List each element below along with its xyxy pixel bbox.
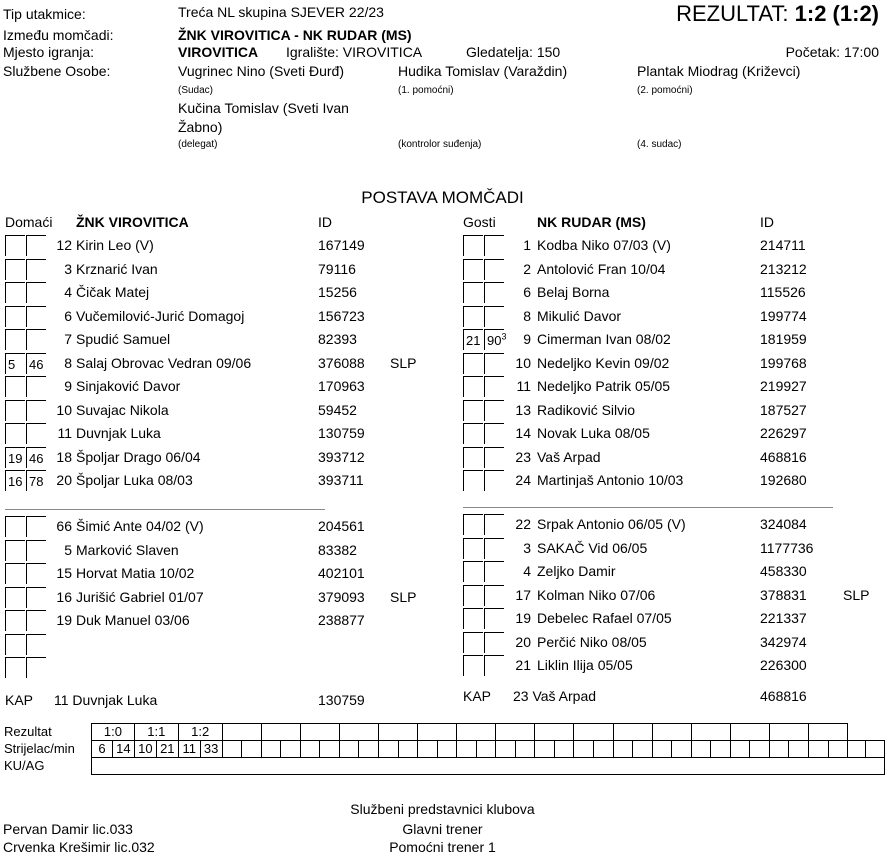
box-cell	[463, 282, 483, 303]
scorer-cell	[711, 741, 731, 758]
sub-number: 20	[515, 633, 531, 650]
player-name: Belaj Borna	[537, 284, 610, 300]
player-name: Čičak Matej	[76, 284, 150, 300]
box-minute: 78	[29, 474, 44, 489]
box-cell	[484, 470, 504, 491]
sub-name: Marković Slaven	[76, 541, 179, 558]
scorer-cell: 33	[200, 741, 222, 758]
player-name: Mikulić Davor	[537, 307, 622, 324]
box-cell	[5, 610, 25, 631]
home-captain-label: KAP	[5, 692, 34, 708]
box-cell	[5, 516, 25, 537]
result-cell	[652, 724, 691, 741]
sub-name: Zeljko Damir	[537, 563, 616, 579]
player-number: 13	[515, 401, 531, 418]
sub-number: 3	[523, 539, 531, 556]
result-cell	[378, 724, 417, 741]
away-label: Gosti	[463, 214, 496, 230]
sub-name: Šimić Ante 04/02 (V)	[76, 518, 204, 534]
result-row-label: Rezultat	[4, 724, 52, 739]
sub-name: Jurišić Gabriel 01/07	[76, 588, 204, 605]
box-cell	[463, 608, 483, 629]
between-label: Između momčadi:	[3, 27, 114, 43]
sub-name: SAKAČ Vid 06/05	[537, 539, 648, 556]
scorer-cell: 10	[134, 741, 156, 758]
box-cell	[26, 587, 46, 608]
scorer-cell	[789, 741, 809, 758]
scorer-cell	[398, 741, 418, 758]
venue-label: Mjesto igranja:	[3, 44, 95, 60]
box-cell	[484, 632, 504, 653]
box-cell	[26, 563, 46, 584]
scorer-cell	[359, 741, 379, 758]
away-captain: 23 Vaš Arpad	[513, 688, 597, 704]
sub-number: 17	[515, 586, 531, 603]
sub-number: 15	[56, 565, 72, 581]
box-minute: 46	[29, 356, 44, 372]
player-id: 219927	[760, 378, 807, 394]
sub-number: 4	[523, 563, 531, 579]
player-name: Radiković Silvio	[537, 401, 636, 418]
result-cell: 1:0	[92, 724, 135, 741]
box-cell	[484, 353, 504, 374]
scorer-cell	[828, 741, 848, 758]
player-id: 79116	[318, 260, 356, 277]
result-cell	[535, 724, 574, 741]
player-id: 156723	[318, 307, 365, 324]
scorer-cell: 11	[178, 741, 200, 758]
player-id: 170963	[318, 378, 365, 394]
result-cell: 1:2	[178, 724, 222, 741]
sub-name: Duk Manuel 03/06	[76, 612, 190, 628]
kuag-row	[2, 758, 885, 775]
player-number: 12	[56, 237, 72, 253]
sub-id: 83382	[318, 541, 357, 558]
ground: Igralište: VIROVITICA	[286, 44, 423, 60]
teams: ŽNK VIROVITICA - NK RUDAR (MS)	[178, 27, 412, 43]
scorer-cell	[320, 741, 340, 758]
scorer-cell	[594, 741, 614, 758]
sub-number: 19	[515, 610, 531, 626]
box-cell	[463, 400, 483, 421]
player-number: 4	[64, 284, 72, 300]
box-cell	[463, 514, 483, 535]
kuag-row-label: KU/AG	[4, 758, 45, 773]
sub-id: 458330	[760, 563, 807, 579]
player-id: 213212	[760, 260, 807, 277]
sub-number: 22	[515, 516, 531, 532]
player-number: 8	[523, 307, 531, 324]
scorer-cell	[418, 741, 438, 758]
match-type-label: Tip utakmice:	[3, 6, 86, 22]
box-cell	[5, 259, 25, 280]
box-cell	[484, 306, 504, 327]
scorer-cell	[535, 741, 555, 758]
box-cell	[5, 400, 25, 421]
result-cell	[730, 724, 769, 741]
sub-name: Kolman Niko 07/06	[537, 586, 656, 603]
box-cell	[484, 447, 504, 468]
box-cell	[463, 561, 483, 582]
player-name: Nedeljko Patrik 05/05	[537, 378, 671, 394]
player-number: 9	[523, 331, 531, 347]
away-team: NK RUDAR (MS)	[537, 214, 646, 230]
box-cell	[26, 376, 46, 397]
box-cell	[484, 514, 504, 535]
player-id: 115526	[760, 284, 806, 300]
result-cell	[691, 724, 730, 741]
box-cell: 19	[5, 447, 25, 468]
player-name: Spudić Samuel	[76, 331, 171, 347]
box-cell	[26, 235, 46, 256]
sub-number: 16	[56, 588, 72, 605]
player-name: Sinjaković Davor	[76, 378, 181, 394]
player-id: 192680	[760, 472, 807, 488]
sub-name: Srpak Antonio 06/05 (V)	[537, 516, 686, 532]
venue: VIROVITICA	[178, 44, 259, 60]
away-id-label: ID	[760, 214, 774, 230]
home-captain-id: 130759	[318, 692, 365, 708]
box-cell	[5, 657, 25, 678]
scorer-cell	[554, 741, 574, 758]
box-cell: 5	[5, 353, 25, 374]
player-name: Salaj Obrovac Vedran 09/06	[76, 354, 252, 371]
scorer-cell	[339, 741, 359, 758]
official-role: (2. pomoćni)	[637, 85, 693, 96]
box-cell	[5, 235, 25, 256]
box-cell	[26, 657, 46, 678]
player-number: 23	[515, 448, 531, 465]
player-id: 393712	[318, 448, 365, 465]
box-cell	[5, 306, 25, 327]
result-row	[2, 724, 885, 741]
official-role: (kontrolor suđenja)	[398, 139, 482, 150]
box-cell	[5, 376, 25, 397]
box-minute: 46	[29, 450, 44, 466]
scorer-cell	[672, 741, 692, 758]
player-id: 226297	[760, 425, 807, 441]
sub-id: 204561	[318, 518, 365, 534]
away-captain-label: KAP	[463, 688, 492, 704]
player-id: 59452	[318, 401, 357, 418]
player-note: SLP	[390, 354, 417, 371]
box-cell	[484, 400, 504, 421]
scorer-cell	[848, 741, 866, 758]
result-heading	[676, 1, 879, 27]
player-name: Novak Luka 08/05	[537, 425, 650, 441]
scorer-cell: 21	[156, 741, 178, 758]
box-cell	[484, 585, 504, 606]
scorer-cell	[809, 741, 829, 758]
official-role: (Sudac)	[178, 85, 214, 96]
sub-number: 66	[56, 518, 72, 534]
player-name: Vučemilović-Jurić Domagoj	[76, 307, 245, 324]
box-cell	[484, 376, 504, 397]
player-id: 214711	[760, 237, 806, 253]
result-cell	[457, 724, 496, 741]
home-label: Domaći	[5, 214, 53, 230]
sub-id: 342974	[760, 633, 807, 650]
scorer-cell	[633, 741, 653, 758]
sub-id: 378831	[760, 586, 807, 603]
player-number: 20	[56, 472, 72, 488]
player-number: 18	[56, 448, 72, 465]
box-minute: 90	[487, 333, 502, 348]
player-name: Kodba Niko 07/03 (V)	[537, 237, 671, 253]
scorer-cell	[476, 741, 496, 758]
box-cell	[26, 540, 46, 561]
footer-person-role: Glavni trener	[402, 821, 483, 837]
section-divider	[463, 507, 833, 508]
box-cell	[26, 353, 46, 374]
result-cell	[222, 724, 261, 741]
sub-id: 324084	[760, 516, 807, 532]
player-id: 199768	[760, 354, 807, 371]
result-cell	[769, 724, 808, 741]
player-id: 393711	[318, 472, 364, 488]
player-id: 82393	[318, 331, 357, 347]
player-number: 10	[515, 354, 531, 371]
result-cell	[418, 724, 457, 741]
home-captain: 11 Duvnjak Luka	[54, 692, 158, 708]
box-cell	[463, 353, 483, 374]
result-cell	[261, 724, 300, 741]
scorer-row-label: Strijelac/min	[4, 741, 75, 756]
scorer-cell	[574, 741, 594, 758]
scorer-cell	[378, 741, 398, 758]
sub-name: Debelec Rafael 07/05	[537, 610, 672, 626]
result-cell	[300, 724, 339, 741]
sub-name: Perčić Niko 08/05	[537, 633, 647, 650]
player-name: Antolović Fran 10/04	[537, 260, 666, 277]
box-cell	[5, 634, 25, 655]
box-cell	[5, 329, 25, 350]
player-name: Vaš Arpad	[537, 448, 601, 465]
box-cell	[5, 423, 25, 444]
box-cell	[26, 282, 46, 303]
player-id: 130759	[318, 425, 365, 441]
box-cell	[26, 259, 46, 280]
player-id: 181959	[760, 331, 807, 347]
player-id: 199774	[760, 307, 807, 324]
player-number: 24	[515, 472, 531, 488]
sub-id: 402101	[318, 565, 365, 581]
player-number: 11	[57, 425, 72, 441]
player-number: 2	[523, 260, 531, 277]
box-cell	[463, 376, 483, 397]
sub-id: 226300	[760, 657, 807, 673]
scorer-cell	[691, 741, 711, 758]
result-value: 1:2 (1:2)	[794, 1, 879, 26]
player-number: 14	[515, 425, 531, 441]
footer-person-name: Pervan Damir lic.033	[3, 821, 133, 837]
player-name: Kirin Leo (V)	[76, 237, 154, 253]
sub-id: 1177736	[760, 539, 814, 556]
box-cell	[5, 282, 25, 303]
sub-number	[44, 656, 72, 679]
scorer-cell	[496, 741, 516, 758]
scorer-cell	[437, 741, 457, 758]
sub-note: SLP	[843, 586, 870, 603]
scorer-cell	[457, 741, 477, 758]
box-cell	[463, 235, 483, 256]
official-name: Vugrinec Nino (Sveti Đurđ)	[178, 63, 344, 79]
kuag-cell	[92, 758, 885, 775]
box-cell	[5, 540, 25, 561]
player-number: 7	[64, 331, 72, 347]
player-name: Martinjaš Antonio 10/03	[537, 472, 684, 488]
box-cell	[463, 306, 483, 327]
sub-id: 238877	[318, 612, 365, 628]
footer-person-name: Crvenka Krešimir lic.032	[3, 839, 155, 855]
result-cell	[613, 724, 652, 741]
result-cell: 1:1	[134, 724, 178, 741]
box-cell	[26, 400, 46, 421]
sub-name: Horvat Matia 10/02	[76, 565, 195, 581]
footer-person-role: Pomoćni trener 1	[389, 839, 496, 855]
scorer-cell	[866, 741, 885, 758]
official-name: Plantak Miodrag (Križevci)	[637, 63, 801, 79]
box-cell	[26, 610, 46, 631]
box-cell	[484, 259, 504, 280]
sub-id: 221337	[760, 610, 807, 626]
away-captain-id: 468816	[760, 688, 807, 704]
box-cell	[5, 587, 25, 608]
box-cell	[463, 538, 483, 559]
official-role: (1. pomoćni)	[398, 85, 454, 96]
player-number: 8	[64, 354, 72, 371]
player-number: 6	[523, 284, 531, 300]
scorer-cell	[652, 741, 672, 758]
footer-title: Službeni predstavnici klubova	[350, 801, 535, 817]
start-time: Početak: 17:00	[785, 44, 879, 60]
box-cell	[26, 447, 46, 468]
scoring-table	[2, 723, 885, 775]
scorer-cell	[613, 741, 633, 758]
box-cell	[484, 235, 504, 256]
box-cell	[484, 561, 504, 582]
scorer-cell	[300, 741, 320, 758]
result-cell	[496, 724, 535, 741]
home-id-label: ID	[318, 214, 332, 230]
box-cell	[463, 447, 483, 468]
spectators: Gledatelja: 150	[466, 44, 561, 60]
scorer-cell	[730, 741, 750, 758]
sub-number	[44, 633, 72, 656]
sub-number: 5	[64, 541, 72, 558]
player-name: Krznarić Ivan	[76, 260, 158, 277]
sub-note: SLP	[390, 588, 417, 605]
box-cell	[463, 423, 483, 444]
box-cell	[484, 282, 504, 303]
scorer-cell	[242, 741, 262, 758]
box-sup: 3	[501, 331, 507, 342]
box-cell	[26, 634, 46, 655]
section-divider	[5, 509, 325, 510]
player-id: 468816	[760, 448, 807, 465]
box-cell	[26, 423, 46, 444]
sub-name: Liklin Ilija 05/05	[537, 657, 633, 673]
home-team: ŽNK VIROVITICA	[76, 214, 189, 230]
box-cell	[484, 608, 504, 629]
player-number: 9	[64, 378, 72, 394]
scorer-cell	[261, 741, 281, 758]
result-cell	[809, 724, 848, 741]
box-cell: 16	[5, 470, 25, 491]
lineup-title: POSTAVA MOMČADI	[361, 188, 524, 207]
player-id: 187527	[760, 401, 807, 418]
scorer-cell: 14	[112, 741, 134, 758]
result-label: REZULTAT:	[676, 1, 789, 26]
player-number: 11	[516, 378, 531, 394]
result-cell	[574, 724, 613, 741]
player-name: Duvnjak Luka	[76, 425, 161, 441]
player-name: Špoljar Luka 08/03	[76, 472, 193, 488]
scorer-cell	[281, 741, 301, 758]
player-number: 1	[523, 237, 531, 253]
scorer-cell	[222, 741, 242, 758]
sub-number: 19	[56, 612, 72, 628]
official-name-cont: Žabno)	[178, 119, 223, 135]
official-name: Kučina Tomislav (Sveti Ivan	[178, 100, 349, 116]
official-role: (delegat)	[178, 139, 218, 150]
player-number: 3	[64, 260, 72, 277]
box-cell	[463, 632, 483, 653]
official-role: (4. sudac)	[637, 139, 682, 150]
player-number: 6	[64, 307, 72, 324]
scorer-cell	[750, 741, 770, 758]
officials-label: Službene Osobe:	[3, 63, 111, 79]
box-cell	[463, 655, 483, 676]
box-cell	[463, 470, 483, 491]
player-name: Suvajac Nikola	[76, 401, 169, 418]
box-cell	[26, 470, 46, 491]
box-cell	[484, 655, 504, 676]
box-cell	[26, 329, 46, 350]
player-name: Špoljar Drago 06/04	[76, 448, 201, 465]
box-cell: 21	[463, 329, 483, 350]
sub-id: 379093	[318, 588, 365, 605]
scorer-cell: 6	[92, 741, 113, 758]
player-name: Nedeljko Kevin 09/02	[537, 354, 670, 371]
scorer-cell	[769, 741, 789, 758]
box-cell	[463, 259, 483, 280]
box-cell	[463, 585, 483, 606]
box-cell	[484, 538, 504, 559]
player-name: Cimerman Ivan 08/02	[537, 331, 671, 347]
box-cell	[5, 563, 25, 584]
scorer-cell	[515, 741, 535, 758]
player-id: 15256	[318, 284, 357, 300]
box-cell	[484, 423, 504, 444]
result-cell	[339, 724, 378, 741]
official-name: Hudika Tomislav (Varaždin)	[398, 63, 568, 79]
player-number: 10	[56, 401, 72, 418]
scorer-row	[2, 741, 885, 758]
box-cell	[484, 329, 507, 350]
box-cell	[26, 306, 46, 327]
box-cell	[26, 516, 46, 537]
match-type: Treća NL skupina SJEVER 22/23	[178, 4, 384, 20]
player-id: 167149	[318, 237, 365, 253]
sub-number: 21	[515, 657, 531, 673]
player-id: 376088	[318, 354, 365, 371]
